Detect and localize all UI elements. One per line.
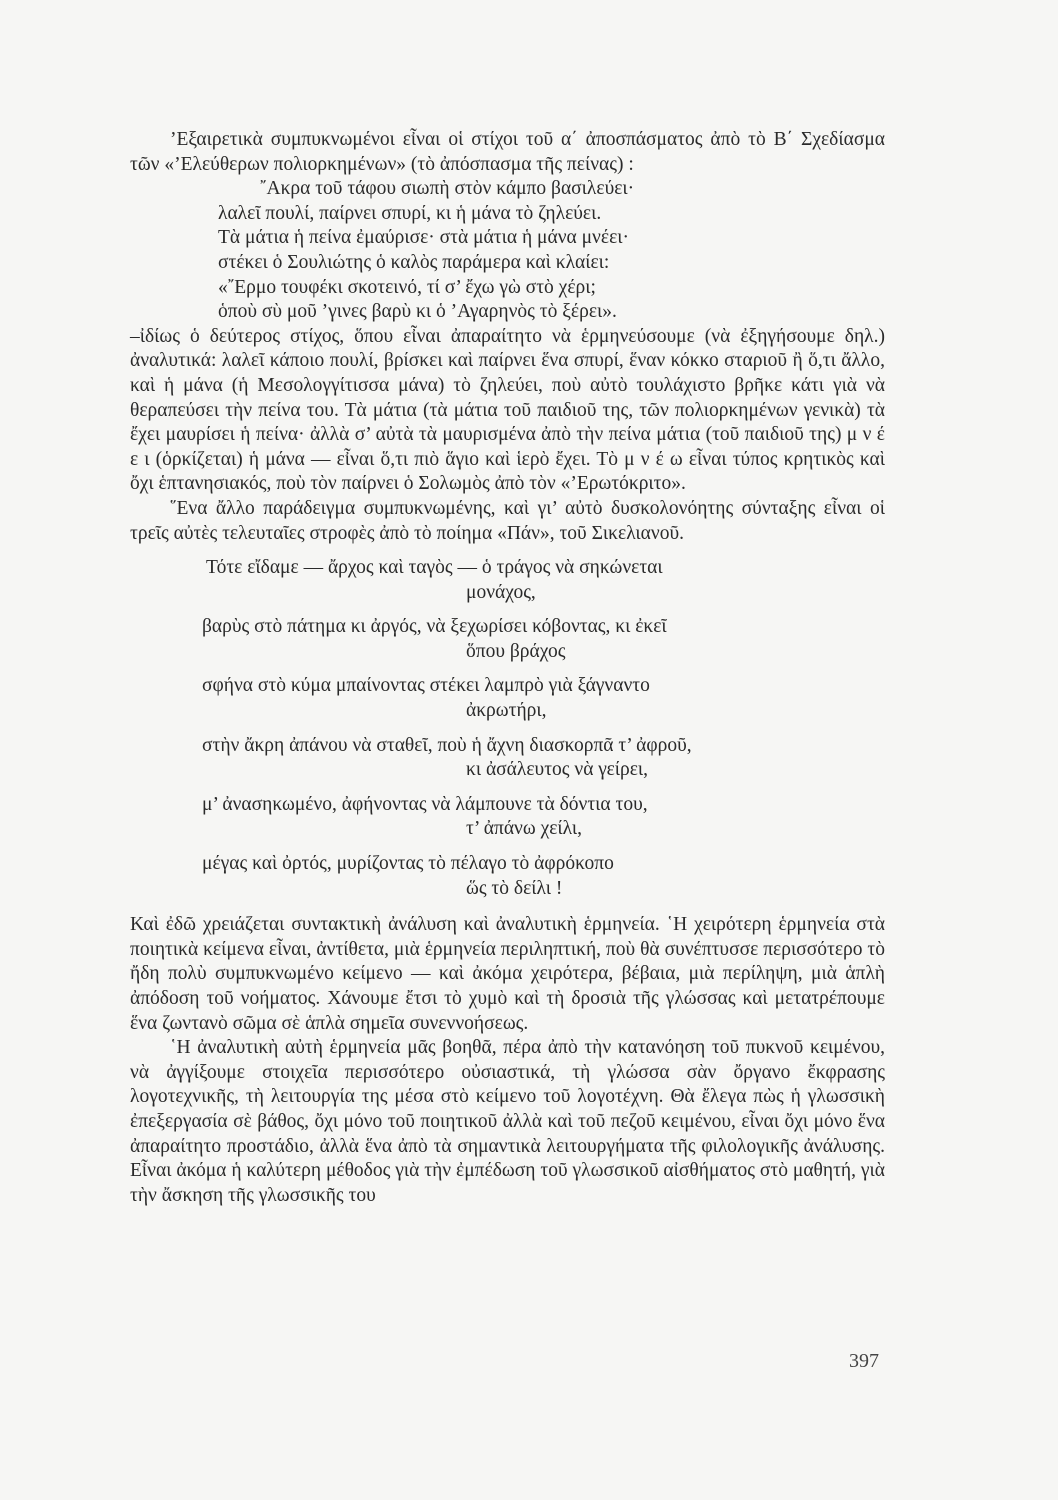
intro-paragraph: ’Εξαιρετικὰ συμπυκνωμένοι εἶναι οἱ στίχοι τοῦ α΄ ἀποσπάσματος ἀπὸ τὸ Β΄ Σχεδίασμα τῶν «’Ελεύθερων πολιορκημένων» (τὸ ἀπόσπασμα τῆς πείνας) : [130, 129, 885, 175]
poem-line: μ’ ἀνασηκωμένο, ἀφήνοντας νὰ λάμπουνε τὰ δόντια του, [202, 793, 648, 815]
poem-line: λαλεῖ πουλί, παίρνει σπυρί, κι ἡ μάνα τὸ ζηλεύει. [218, 202, 602, 224]
poem-line: ῎Ακρα τοῦ τάφου σιωπὴ στὸν κάμπο βασιλεύει· [260, 178, 635, 200]
poem-line: «῎Ερμο τουφέκι σκοτεινό, τί σ’ ἔχω γὼ στὸ χέρι; [218, 276, 596, 298]
poem-line: Τὰ μάτια ἡ πείνα ἐμαύρισε· στὰ μάτια ἡ μάνα μνέει· [218, 227, 629, 249]
poem-stanza [202, 793, 885, 842]
poem-stanza [202, 556, 885, 605]
example-intro-paragraph: ῞Ενα ἄλλο παράδειγμα συμπυκνωμένης, καὶ γι’ αὐτὸ δυσκολονόητης σύνταξης εἶναι οἱ τρεῖς αὐτὲς τελευταῖες στροφὲς ἀπὸ τὸ ποίημα «Πάν», τοῦ Σικελιανοῦ. [130, 497, 885, 544]
poem-line: ὁποὺ σὺ μοῦ ’γινες βαρὺ κι ὁ ’Αγαρηνὸς τὸ ξέρει». [218, 301, 617, 323]
method-paragraph: ῾Η ἀναλυτικὴ αὐτὴ ἑρμηνεία μᾶς βοηθᾶ, πέρα ἀπὸ τὴν κατανόηση τοῦ πυκνοῦ κειμένου, νὰ ἀγγίξουμε στοιχεῖα περισσότερο οὐσιαστικά, τὴ γλώσσα σὰν ὄργανο ἔκφρασης λογοτεχνικῆς, τὴ λειτουργία της μέσα στὸ κείμενο τοῦ λογοτέχνη. Θὰ ἔλεγα πὼς ἡ γλωσσικὴ ἐπεξεργασία σὲ βάθος, ὄχι μόνο τοῦ ποιητικοῦ ἀλλὰ καὶ τοῦ πεζοῦ κειμένου, εἶναι ὄχι μόνο ἕνα ἀπαραίτητο προστάδιο, ἀλλὰ ἕνα ἀπὸ τὰ σημαντικὰ λειτουργήματα τῆς φιλολογικῆς ἀνάλυσης. Εἶναι ἀκόμα ἡ καλύτερη μέθοδος γιὰ τὴν ἐμπέδωση τοῦ γλωσσικοῦ αἰσθήματος στὸ μαθητή, γιὰ τὴν ἄσκηση τῆς γλωσσικῆς του [130, 1037, 885, 1206]
poem-line-continuation: ἀκρωτήρι, [466, 700, 547, 722]
poem-line: βαρὺς στὸ πάτημα κι ἀργός, νὰ ξεχωρίσει κόβοντας, κι ἐκεῖ [202, 616, 667, 638]
poem-stanza [202, 674, 885, 723]
poem-line: μέγας καὶ ὀρτός, μυρίζοντας τὸ πέλαγο τὸ ἀφρόκοπο [202, 853, 614, 875]
poem-line: στὴν ἄκρη ἀπάνου νὰ σταθεῖ, ποὺ ἡ ἄχνη διασκορπᾶ τ’ ἀφροῦ, [202, 734, 692, 756]
page-content [130, 128, 885, 1208]
poem-line: Τότε εἴδαμε — ἄρχος καὶ ταγὸς — ὁ τράγος νὰ σηκώνεται [206, 557, 663, 579]
poem-stanza [202, 734, 885, 783]
page-number: 397 [849, 1350, 879, 1372]
sikelianos-poem-excerpt [202, 556, 885, 901]
poem-line: στέκει ὁ Σουλιώτης ὁ καλὸς παράμερα καὶ κλαίει: [218, 251, 610, 273]
commentary-paragraph: –ἰδίως ὁ δεύτερος στίχος, ὅπου εἶναι ἀπαραίτητο νὰ ἑρμηνεύσουμε (νὰ ἐξηγήσουμε δηλ.) ἀναλυτικά: λαλεῖ κάποιο πουλί, βρίσκει καὶ παίρνει ἕνα σπυρί, ἕναν κόκκο σταριοῦ ἢ ὅ,τι ἄλλο, καὶ ἡ μάνα (ἡ Μεσολογγίτισσα μάνα) τὸ ζηλεύει, ποὺ αὐτὸ τουλάχιστο βρῆκε κάτι γιὰ νὰ θεραπεύσει τὴν πείνα του. Τὰ μάτια (τὰ μάτια τοῦ παιδιοῦ της, τῶν πολιορκημένων γενικὰ) τὰ ἔχει μαυρίσει ἡ πείνα· ἀλλὰ σ’ αὐτὰ τὰ μαυρισμένα ἀπὸ τὴν πείνα μάτια (τοῦ παιδιοῦ της) μ ν έ ε ι (ὁρκίζεται) ἡ μάνα — εἶναι ὅ,τι πιὸ ἅγιο καὶ ἱερὸ ἔχει. Τὸ μ ν έ ω εἶναι τύπος κρητικὸς καὶ ὄχι ἑπτανησιακός, ποὺ τὸν παίρνει ὁ Σολωμὸς ἀπὸ τὸν «’Ερωτόκριτο». [130, 325, 885, 495]
solomos-poem-excerpt [218, 177, 885, 325]
poem-line-continuation: τ’ ἀπάνω χείλι, [466, 818, 582, 840]
poem-line: σφήνα στὸ κύμα μπαίνοντας στέκει λαμπρὸ γιὰ ξάγναντο [202, 675, 650, 697]
poem-line-continuation: κι ἀσάλευτος νὰ γείρει, [466, 759, 649, 781]
poem-line-continuation: μονάχος, [466, 581, 536, 603]
poem-line-continuation: ὅπου βράχος [466, 640, 566, 662]
analysis-paragraph: Καὶ ἐδῶ χρειάζεται συντακτικὴ ἀνάλυση καὶ ἀναλυτικὴ ἑρμηνεία. ῾Η χειρότερη ἑρμηνεία στὰ ποιητικὰ κείμενα εἶναι, ἀντίθετα, μιὰ ἑρμηνεία περιληπτική, ποὺ θὰ συνέπτυσσε περισσότερο τὸ ἤδη πολὺ συμπυκνωμένο κείμενο — καὶ ἀκόμα χειρότερα, βέβαια, μιὰ περίληψη, μιὰ ἁπλὴ ἀπόδοση τοῦ νοήματος. Χάνουμε ἔτσι τὸ χυμὸ καὶ τὴ δροσιὰ τῆς γλώσσας καὶ μετατρέπουμε ἕνα ζωντανὸ σῶμα σὲ ἁπλὰ σημεῖα συνεννοήσεως. [130, 914, 885, 1034]
poem-line-continuation: ὥς τὸ δείλι ! [466, 877, 563, 899]
poem-stanza [202, 852, 885, 901]
poem-stanza [202, 615, 885, 664]
